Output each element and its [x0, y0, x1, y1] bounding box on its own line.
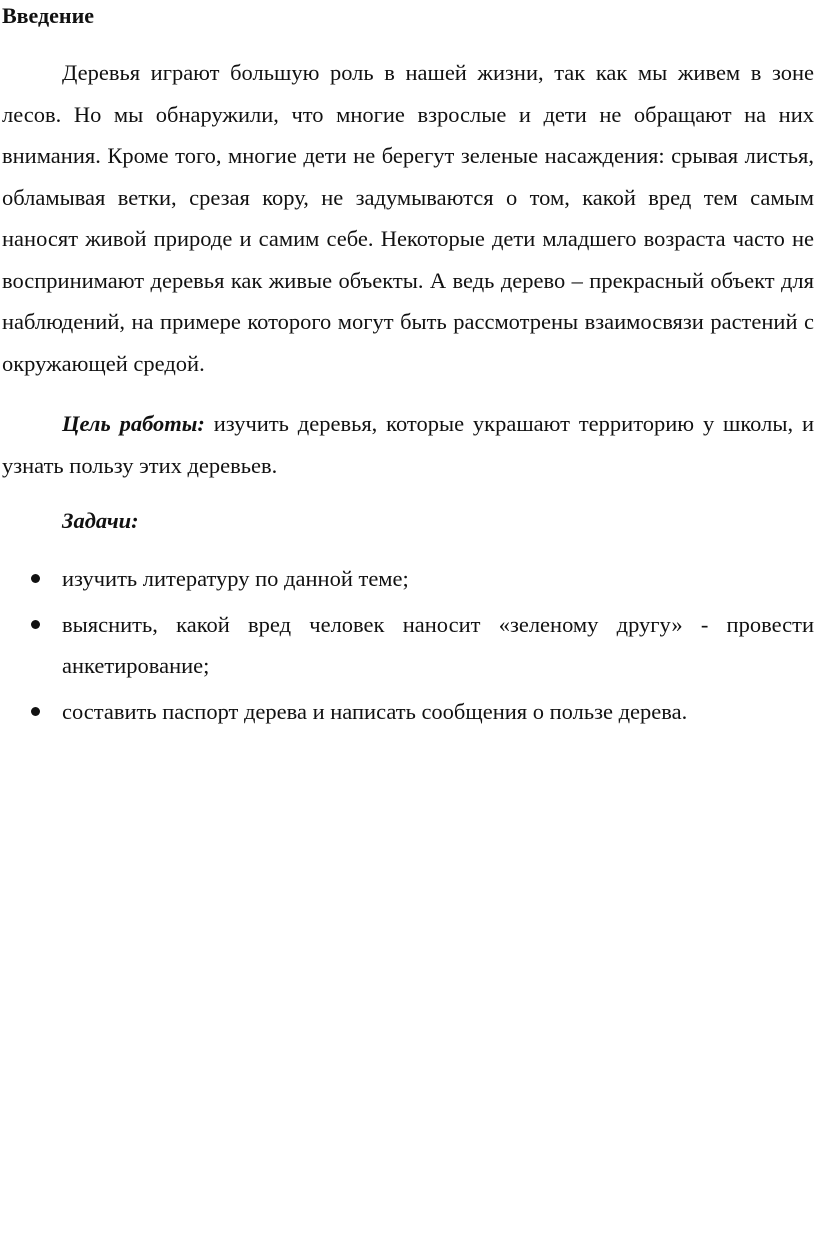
goal-text: изучить деревья, которые украшают территорию у школы, и узнать пользу этих деревьев. — [2, 411, 814, 478]
goal-paragraph — [2, 403, 814, 486]
goal-label: Цель работы: — [62, 411, 205, 436]
section-heading: Введение — [2, 3, 95, 28]
list-item — [0, 558, 816, 600]
bullet-icon — [31, 574, 40, 583]
bullet-icon — [31, 707, 40, 716]
tasks-list — [0, 558, 816, 736]
list-item — [0, 604, 816, 687]
tasks-label: Задачи: — [62, 508, 139, 533]
task-text: составить паспорт дерева и написать сообщения о пользе дерева. — [62, 698, 688, 724]
bullet-icon — [31, 620, 40, 629]
intro-paragraph: Деревья играют большую роль в нашей жизни, так как мы живем в зоне лесов. Но мы обнаружили, что многие взрослые и дети не обращают на них внимания. Кроме того, многие дети не берегут зеленые насаждения: срывая листья, обламывая ветки, срезая кору, не задумываются о том, какой вред тем самым наносят живой природе и самим себе. Некоторые дети младшего возраста часто не воспринимают деревья как живые объекты. А ведь дерево – прекрасный объект для наблюдений, на примере которого могут быть рассмотрены взаимосвязи растений с окружающей средой. — [2, 60, 814, 376]
task-text: выяснить, какой вред человек наносит «зеленому другу» - провести анкетирование; — [62, 611, 814, 678]
task-text: изучить литературу по данной теме; — [62, 566, 409, 591]
list-item — [0, 691, 816, 733]
